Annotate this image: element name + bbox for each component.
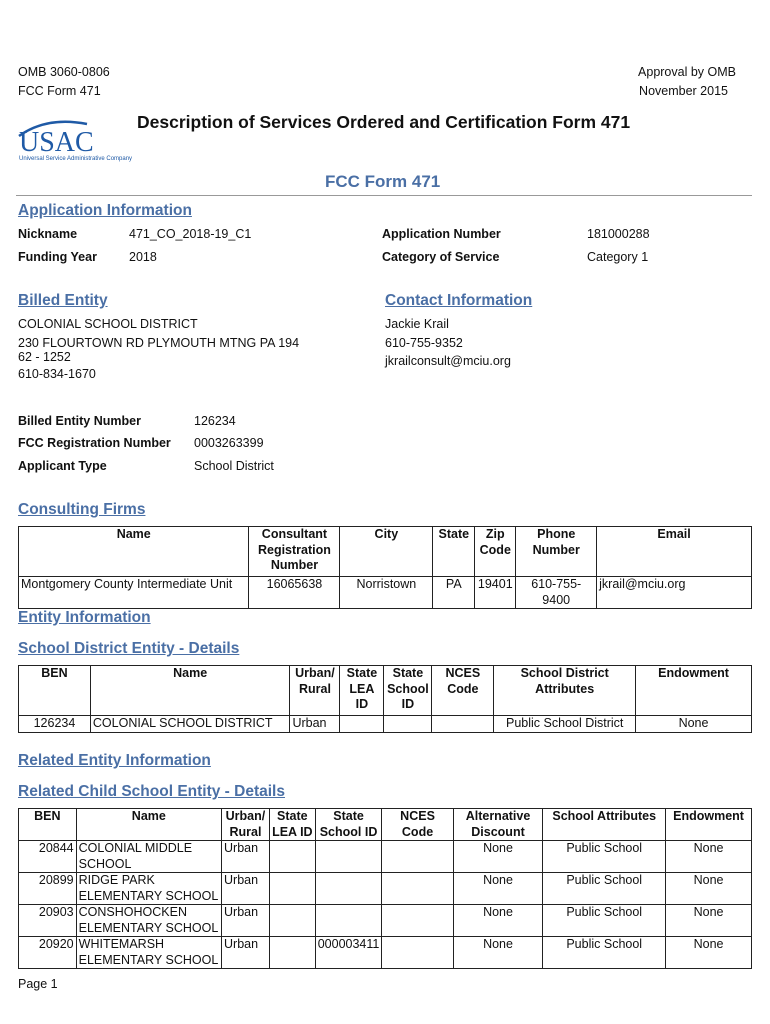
contact-name: Jackie Krail [385, 317, 449, 331]
child-state-school [315, 873, 382, 905]
col-ben: BEN [19, 666, 91, 716]
applicant-type-label: Applicant Type [18, 459, 107, 473]
col-nces: NCES Code [382, 809, 453, 841]
child-endowment: None [666, 905, 752, 937]
col-state: State [433, 527, 475, 577]
consultant-name: Montgomery County Intermediate Unit [19, 577, 249, 609]
table-row [19, 841, 752, 873]
child-attributes: Public School [543, 905, 666, 937]
consultant-phone: 610-755-9400 [516, 577, 597, 609]
child-endowment: None [666, 873, 752, 905]
child-alt-discount: None [453, 841, 543, 873]
child-alt-discount: None [453, 937, 543, 969]
child-alt-discount: None [453, 873, 543, 905]
child-nces [382, 841, 453, 873]
col-urban-rural: Urban/ Rural [222, 809, 270, 841]
child-nces [382, 873, 453, 905]
ben-value: 126234 [194, 414, 236, 428]
child-alt-discount: None [453, 905, 543, 937]
district-table [18, 665, 752, 733]
consultant-state: PA [433, 577, 475, 609]
district-attributes: Public School District [494, 716, 636, 733]
category-label: Category of Service [382, 250, 500, 264]
child-endowment: None [666, 841, 752, 873]
col-school-attributes: School Attributes [543, 809, 666, 841]
fcc-reg-label: FCC Registration Number [18, 436, 171, 450]
col-state-school: State School ID [315, 809, 382, 841]
col-consultant-reg: Consultant Registration Number [249, 527, 340, 577]
col-endowment: Endowment [636, 666, 752, 716]
district-state-lea [340, 716, 384, 733]
col-state-school: State School ID [384, 666, 432, 716]
col-name: Name [19, 527, 249, 577]
child-urban: Urban [222, 905, 270, 937]
child-state-school [315, 905, 382, 937]
child-attributes: Public School [543, 937, 666, 969]
application-heading: Application Information [18, 202, 192, 219]
child-ben: 20903 [19, 905, 77, 937]
application-number-value: 181000288 [587, 227, 650, 241]
ben-label: Billed Entity Number [18, 414, 141, 428]
consulting-heading: Consulting Firms [18, 501, 146, 518]
col-ben: BEN [19, 809, 77, 841]
contact-email[interactable]: jkrailconsult@mciu.org [385, 354, 511, 368]
col-urban-rural: Urban/ Rural [290, 666, 340, 716]
col-email: Email [597, 527, 752, 577]
consultant-zip: 19401 [475, 577, 516, 609]
child-state-lea [269, 841, 315, 873]
billed-entity-phone: 610-834-1670 [18, 367, 96, 381]
district-ben: 126234 [19, 716, 91, 733]
consulting-table [18, 526, 752, 609]
district-details-heading: School District Entity - Details [18, 640, 240, 657]
table-row [19, 905, 752, 937]
table-row [19, 873, 752, 905]
col-name: Name [90, 666, 290, 716]
child-nces [382, 905, 453, 937]
col-state-lea: State LEA ID [269, 809, 315, 841]
form-name: FCC Form 471 [18, 84, 101, 98]
application-number-label: Application Number [382, 227, 501, 241]
col-city: City [340, 527, 433, 577]
child-details-heading: Related Child School Entity - Details [18, 783, 285, 800]
consultant-email[interactable]: jkrail@mciu.org [597, 577, 752, 609]
child-attributes: Public School [543, 873, 666, 905]
child-school-table [18, 808, 752, 969]
col-alt-discount: Alternative Discount [453, 809, 543, 841]
child-ben: 20920 [19, 937, 77, 969]
table-row [19, 716, 752, 733]
child-urban: Urban [222, 873, 270, 905]
child-attributes: Public School [543, 841, 666, 873]
district-state-school [384, 716, 432, 733]
funding-year-label: Funding Year [18, 250, 97, 264]
child-urban: Urban [222, 937, 270, 969]
funding-year-value: 2018 [129, 250, 157, 264]
district-urban: Urban [290, 716, 340, 733]
child-urban: Urban [222, 841, 270, 873]
col-name: Name [76, 809, 221, 841]
related-heading: Related Entity Information [18, 752, 211, 769]
applicant-type-value: School District [194, 459, 274, 473]
child-state-school: 000003411 [315, 937, 382, 969]
col-district-attributes: School District Attributes [494, 666, 636, 716]
fcc-reg-value: 0003263399 [194, 436, 264, 450]
billed-entity-heading: Billed Entity [18, 292, 108, 309]
form-subtitle: FCC Form 471 [325, 172, 441, 191]
billed-entity-name: COLONIAL SCHOOL DISTRICT [18, 317, 198, 331]
approval-label: Approval by OMB [638, 65, 736, 79]
page-title: Description of Services Ordered and Certification Form 471 [137, 112, 631, 132]
district-name: COLONIAL SCHOOL DISTRICT [90, 716, 290, 733]
nickname-value: 471_CO_2018-19_C1 [129, 227, 252, 241]
logo-subtext: Universal Service Administrative Company [19, 156, 133, 162]
child-name: RIDGE PARK ELEMENTARY SCHOOL [76, 873, 221, 905]
billed-entity-address-1: 230 FLOURTOWN RD PLYMOUTH MTNG PA 194 [18, 336, 300, 350]
col-zip: Zip Code [475, 527, 516, 577]
child-name: COLONIAL MIDDLE SCHOOL [76, 841, 221, 873]
child-state-lea [269, 937, 315, 969]
consultant-city: Norristown [340, 577, 433, 609]
entity-heading: Entity Information [18, 609, 151, 626]
child-endowment: None [666, 937, 752, 969]
child-state-lea [269, 873, 315, 905]
table-row [19, 937, 752, 969]
child-ben: 20899 [19, 873, 77, 905]
omb-number: OMB 3060-0806 [18, 65, 110, 79]
child-ben: 20844 [19, 841, 77, 873]
logo-text: USAC [19, 127, 94, 158]
child-state-school [315, 841, 382, 873]
nickname-label: Nickname [18, 227, 78, 241]
contact-heading: Contact Information [385, 292, 533, 309]
category-value: Category 1 [587, 250, 649, 264]
consultant-reg: 16065638 [249, 577, 340, 609]
billed-entity-address-2: 62 - 1252 [18, 350, 71, 364]
contact-phone: 610-755-9352 [385, 336, 463, 350]
usac-logo [17, 118, 135, 162]
district-endowment: None [636, 716, 752, 733]
col-phone: Phone Number [516, 527, 597, 577]
col-nces: NCES Code [432, 666, 494, 716]
child-nces [382, 937, 453, 969]
approval-date: November 2015 [639, 84, 728, 98]
header-divider [16, 195, 752, 196]
table-row [19, 577, 752, 609]
col-endowment: Endowment [666, 809, 752, 841]
child-name: CONSHOHOCKEN ELEMENTARY SCHOOL [76, 905, 221, 937]
district-nces [432, 716, 494, 733]
child-state-lea [269, 905, 315, 937]
page-number: Page 1 [18, 977, 58, 991]
child-name: WHITEMARSH ELEMENTARY SCHOOL [76, 937, 221, 969]
col-state-lea: State LEA ID [340, 666, 384, 716]
